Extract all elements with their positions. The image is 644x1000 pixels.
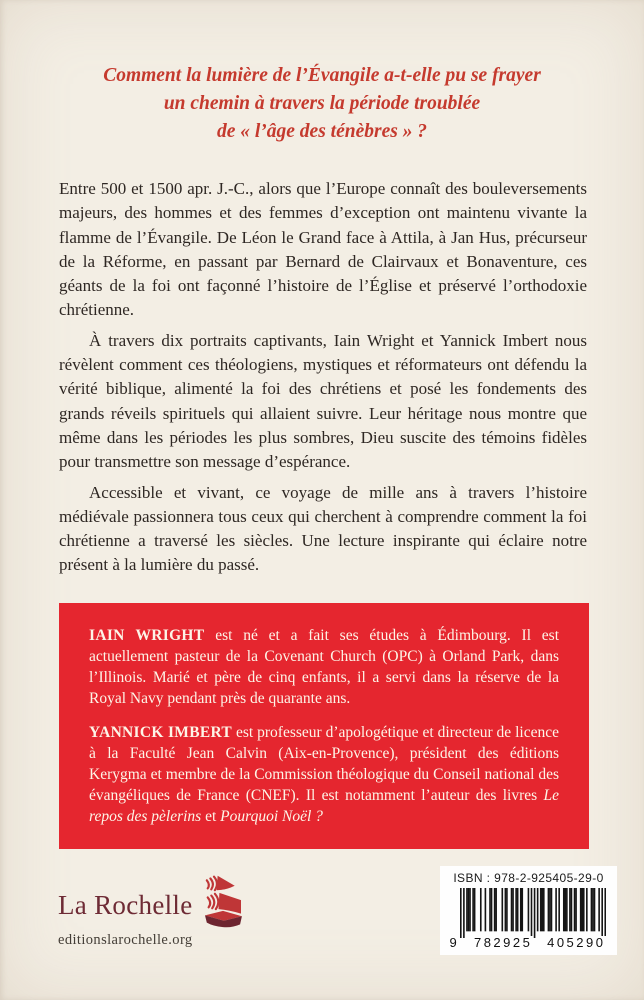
barcode-digits: 9 782925 405290 [449, 935, 606, 950]
tagline-line: de « l’âge des ténèbres » ? [216, 121, 428, 142]
author-bio-text: et [201, 807, 221, 825]
publisher-website: editionslarochelle.org [58, 932, 193, 948]
author-bio-text: est professeur d’apologétique et directeur de licence à la Faculté Jean Calvin (Aix-en-Provence), président des éditions Kerygma et membre de la Commission théologique du Conseil national des évangéliques de France (CNEF). Il est notamment l’auteur des livres [89, 723, 559, 804]
description-paragraph: À travers dix portraits captivants, Iain Wright et Yannick Imbert nous révèlent comment ces théologiens, mystiques et réformateurs ont défendu la vérité biblique, alimenté la foi des chrétiens et posé les fondements des grands réveils spirituels qui allaient suivre. Leur héritage nous montre que même dans les périodes les plus sombres, Dieu suscite des témoins fidèles pour transmettre son message d’espérance. [59, 330, 587, 472]
tagline-line: Comment la lumière de l’Évangile a-t-elle pu se frayer [103, 65, 541, 86]
book-description [59, 177, 587, 578]
barcode-bars-icon [460, 888, 606, 938]
author-bio [89, 625, 559, 709]
description-paragraph: Entre 500 et 1500 apr. J.-C., alors que l’Europe connaît des bouleversements majeurs, des hommes et des femmes d’exception ont maintenu vivante la flamme de l’Évangile. De Léon le Grand face à Attila, à Jan Hus, précurseur de la Réforme, en passant par Bernard de Clairvaux et Bonaventure, ces géants de la foi ont façonné l’histoire de l’Église et préservé l’orthodoxie chrétienne. [59, 179, 587, 320]
tagline [0, 0, 644, 146]
author-bio [89, 722, 559, 827]
isbn-number: ISBN : 978-2-925405-29-0 [453, 871, 604, 885]
author-bio-text: est né et a fait ses études à Édimbourg. Il est actuellement pasteur de la Covenant Church (OPC) à Orland Park, dans l’Illinois. Marié et père de cinq enfants, il a servi dans la réserve de la Royal Navy pendant près de quarante ans. [89, 626, 559, 707]
author-name: IAIN WRIGHT [89, 626, 205, 644]
isbn-barcode-box [440, 866, 617, 955]
tagline-line: un chemin à travers la période troublée [163, 93, 481, 114]
barcode [449, 887, 609, 951]
ship-logo-icon [202, 874, 244, 928]
description-paragraph: Accessible et vivant, ce voyage de mille ans à travers l’histoire médiévale passionnera tous ceux qui cherchent à comprendre comment la foi chrétienne a traversé les siècles. Une lecture inspirante qui éclaire notre présent à la lumière du passé. [59, 482, 587, 575]
authors-bio-box [59, 603, 589, 849]
publisher-name: La Rochelle [58, 890, 193, 920]
publisher-block [58, 874, 244, 949]
author-name: YANNICK IMBERT [89, 723, 233, 741]
book-title: Le repos des pèlerins [89, 786, 559, 825]
book-title: Pourquoi Noël ? [220, 807, 323, 825]
